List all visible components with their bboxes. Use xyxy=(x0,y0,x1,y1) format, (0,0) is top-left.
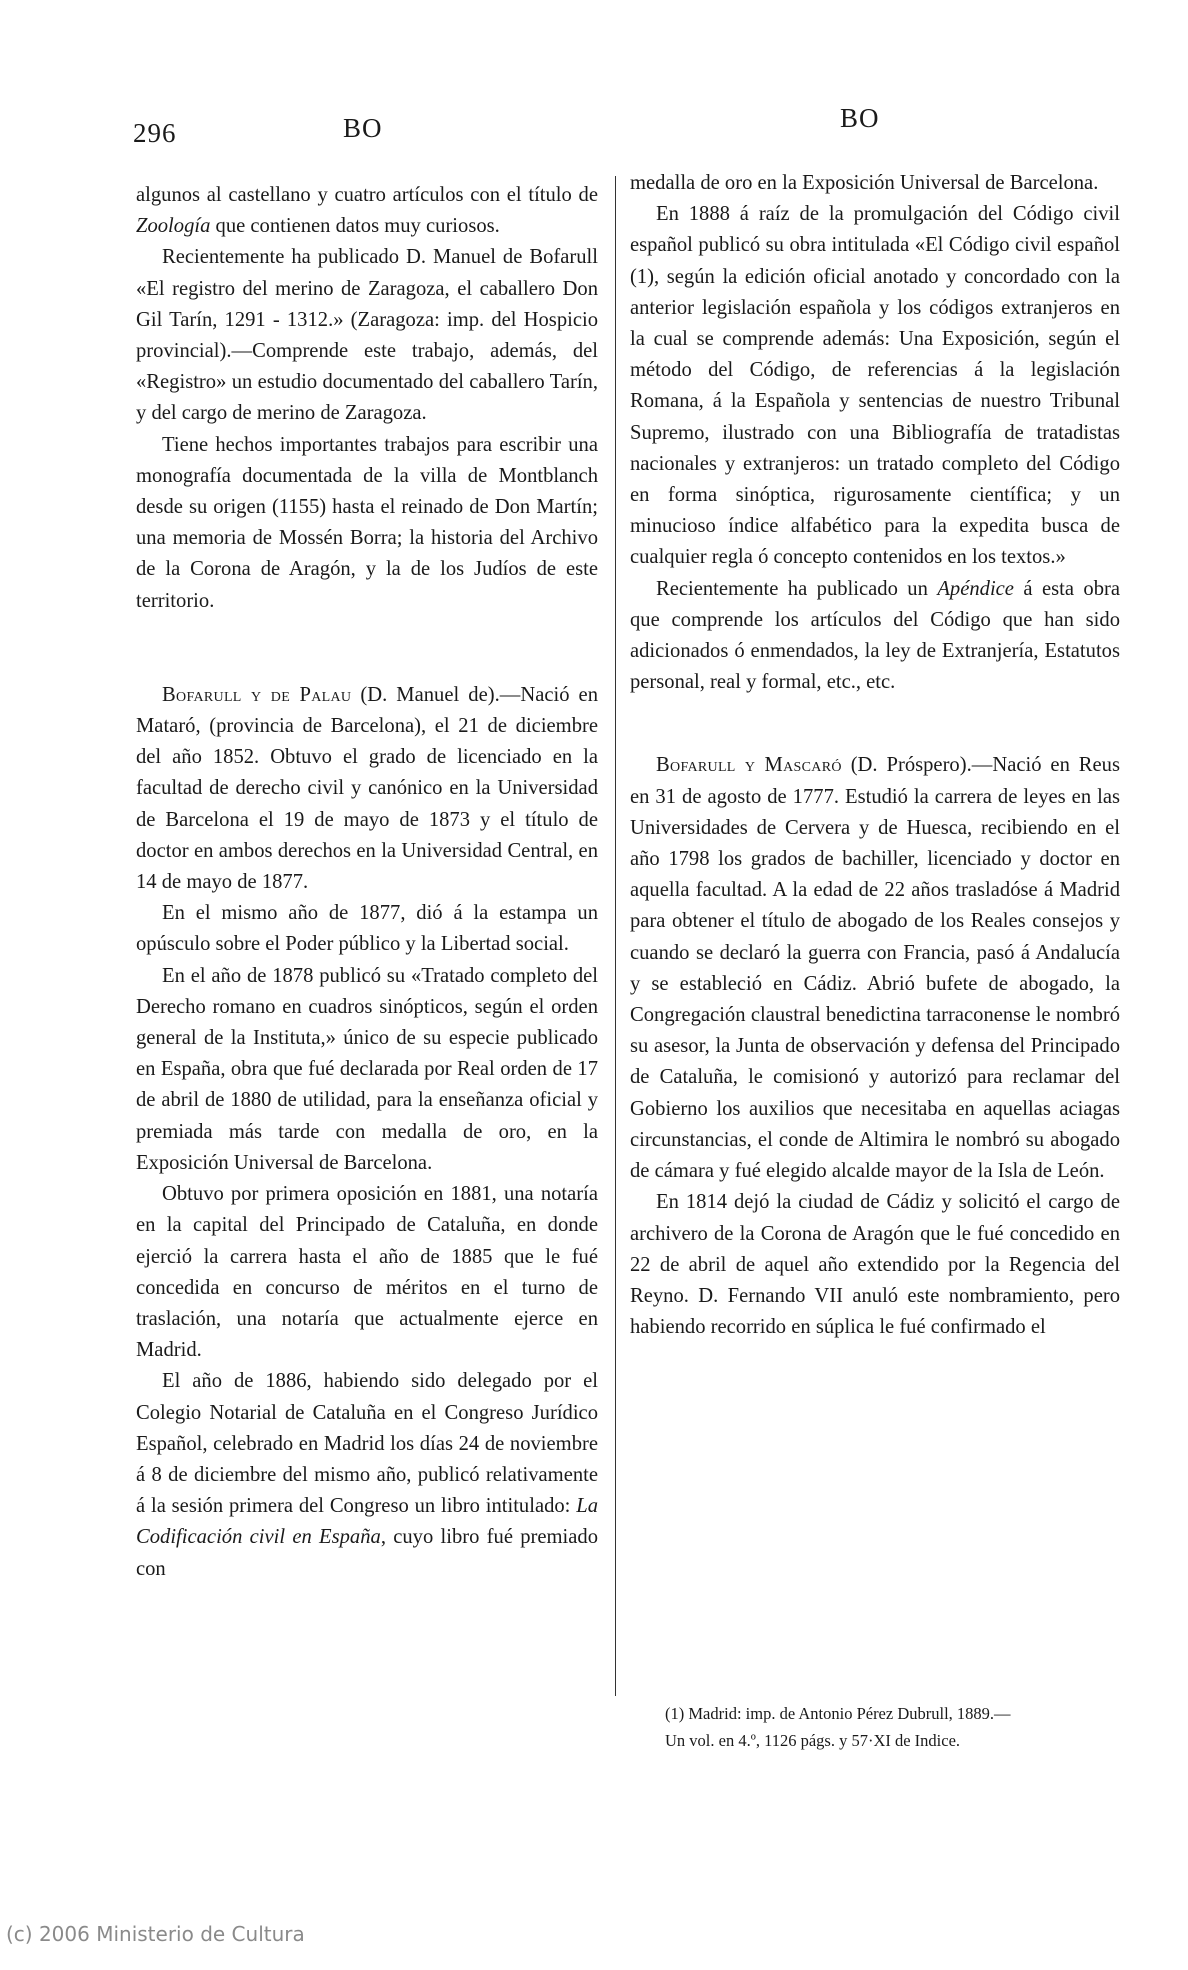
paragraph: Obtuvo por primera oposición en 1881, una notaría en la capital del Principado de Cataluña, en donde ejerció la carrera hasta el año de 1885 que le fué concedida en concurso de méritos en el turno de traslación, una notaría que actualmente ejerce en Madrid. xyxy=(136,1183,598,1362)
paragraph: En 1888 á raíz de la promulgación del Código civil español publicó su obra intitulada «El Código civil español (1), según la edición oficial anotado y concordado con la anterior legislación española y los códigos extranjeros en la cual se comprende además: Una Exposición, según el método del Código, de referencias á la legislación Romana, á la Española y sentencias de nuestro Tribunal Supremo, ilustrado con una Bibliografía de tratadistas nacionales y extranjeros: un tratado completo del Código en forma sinóptica, rigurosamente científica; y un minucioso índice alfabético para la expedita busca de cualquier regla ó concepto contenidos en los textos.» xyxy=(630,203,1120,569)
paragraph: algunos al castellano y cuatro artículos con el título de Zoología que contienen datos muy curiosos. xyxy=(136,184,598,238)
paragraph: En el mismo año de 1877, dió á la estampa un opúsculo sobre el Poder público y la Libertad social. xyxy=(136,902,598,956)
footnote-line: (1) Madrid: imp. de Antonio Pérez Dubrull, 1889.— xyxy=(665,1704,1011,1723)
paragraph: En 1814 dejó la ciudad de Cádiz y solicitó el cargo de archivero de la Corona de Aragón que le fué concedido en 22 de abril de aquel año extendido por la Regencia del Reyno. D. Fernando VII anuló este nombramiento, pero habiendo recorrido en súplica le fué confirmado el xyxy=(630,1191,1120,1339)
right-column xyxy=(630,168,1120,1343)
paragraph: En el año de 1878 publicó su «Tratado completo del Derecho romano en cuadros sinópticos, según el orden general de la Instituta,» único de su especie publicado en España, obra que fué declarada por Real orden de 17 de abril de 1880 de utilidad, para la enseñanza oficial y premiada más tarde con medalla de oro, en la Exposición Universal de Barcelona. xyxy=(136,964,598,1174)
running-head-right: BO xyxy=(840,103,880,133)
watermark: (c) 2006 Ministerio de Cultura xyxy=(6,1922,305,1946)
left-column xyxy=(136,180,598,1585)
paragraph: medalla de oro en la Exposición Universal de Barcelona. xyxy=(630,172,1099,194)
entry-paragraph: Bofarull y de Palau (D. Manuel de).—Nació en Mataró, (provincia de Barcelona), el 21 de diciembre del año 1852. Obtuvo el grado de licenciado en la facultad de derecho civil y canónico en la Universidad de Barcelona el 19 de mayo de 1873 y el título de doctor en ambos derechos en la Universidad Central, en 14 de mayo de 1877. xyxy=(136,683,598,894)
paragraph: El año de 1886, habiendo sido delegado por el Colegio Notarial de Cataluña en el Congreso Jurídico Español, celebrado en Madrid los días 24 de noviembre á 8 de diciembre del mismo año, publicó relativamente á la sesión primera del Congreso un libro intitulado: La Codificación civil en España, cuyo libro fué premiado con xyxy=(136,1370,598,1580)
column-divider xyxy=(615,176,616,1696)
entry-paragraph: Bofarull y Mascaró (D. Próspero).—Nació en Reus en 31 de agosto de 1777. Estudió la carrera de leyes en las Universidades de Cervera y de Huesca, recibiendo en el año 1798 los grados de bachiller, licenciado y doctor en aquella facultad. A la edad de 22 años trasladóse á Madrid para obtener el título de abogado de los Reales consejos y cuando se declaró la guerra con Francia, pasó á Andalucía y se estableció en Cádiz. Abrió bufete de abogado, la Congregación claustral benedictina tarraconense le nombró su asesor, la Junta de observación y defensa del Principado de Cataluña, le comisionó y autorizó para reclamar del Gobierno los auxilios que necesitaba en aquellas aciagas circunstancias, el conde de Altimira le nombró su abogado de cámara y fué elegido alcalde mayor de la Isla de León. xyxy=(630,754,1120,1183)
paragraph: Tiene hechos importantes trabajos para escribir una monografía documentada de la villa de Montblanch desde su origen (1155) hasta el reinado de Don Martín; una memoria de Mossén Borra; la historia del Archivo de la Corona de Aragón, y la de los Judíos de este territorio. xyxy=(136,433,598,612)
running-head-left: BO xyxy=(343,113,383,143)
footnote xyxy=(665,1700,1125,1754)
paragraph: Recientemente ha publicado D. Manuel de Bofarull «El registro del merino de Zaragoza, el caballero Don Gil Tarín, 1291 - 1312.» (Zaragoza: imp. del Hospicio provincial).—Comprende este trabajo, además, del «Registro» un estudio documentado del caballero Tarín, y del cargo de merino de Zaragoza. xyxy=(136,246,598,425)
page-number: 296 xyxy=(133,118,177,148)
footnote-line: Un vol. en 4.º, 1126 págs. y 57·XI de Indice. xyxy=(665,1731,961,1750)
entry-heading: Bofarull y Mascaró xyxy=(656,754,842,777)
entry-heading: Bofarull y de Palau xyxy=(162,683,352,706)
italic-title: La Codificación civil en España xyxy=(136,1495,598,1549)
italic-term: Zoología xyxy=(136,215,211,238)
italic-term: Apéndice xyxy=(937,577,1014,600)
paragraph: Recientemente ha publicado un Apéndice á esta obra que comprende los artículos del Código que han sido adicionados ó enmendados, la ley de Extranjería, Estatutos personal, real y formal, etc., etc. xyxy=(630,577,1120,694)
